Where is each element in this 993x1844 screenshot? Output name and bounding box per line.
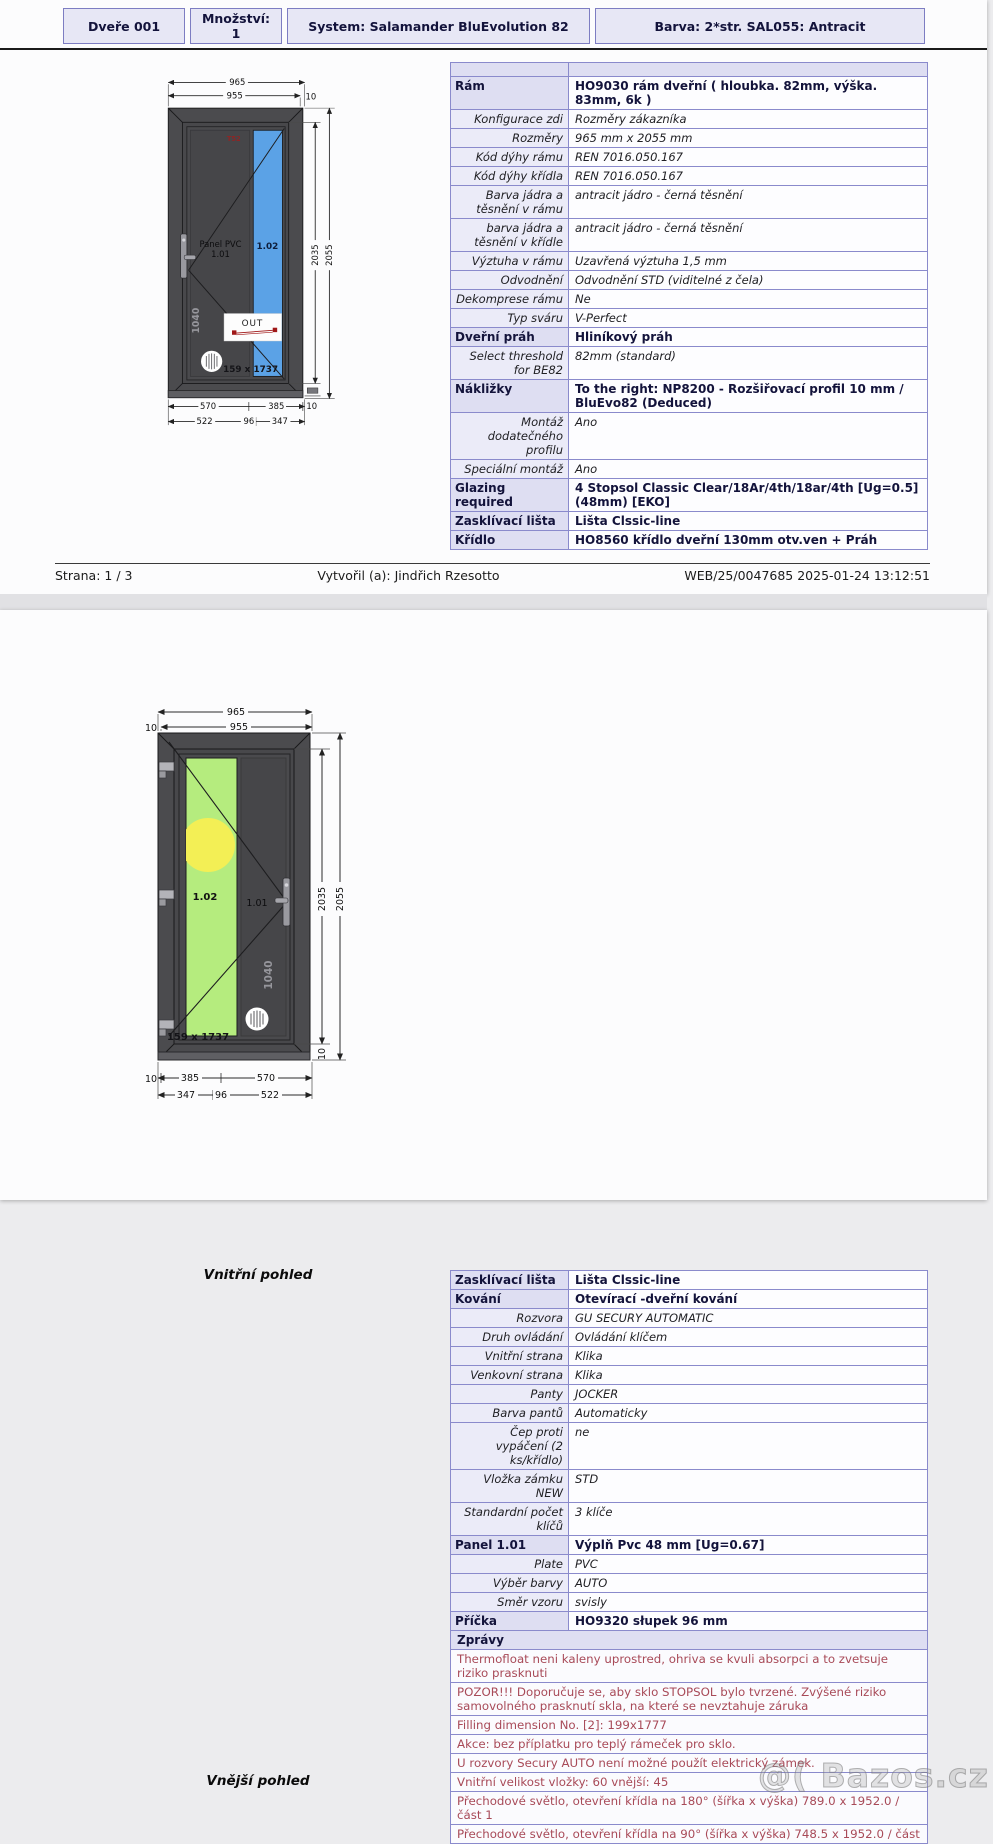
- door-panel: [241, 758, 286, 1036]
- spec-label: Vnitřní strana: [451, 1347, 569, 1365]
- spec-row: [451, 77, 927, 110]
- spec-value: Ne: [569, 290, 927, 308]
- spec-row: [451, 1574, 927, 1593]
- color-label: Barva: 2*str. SAL055: Antracit: [654, 18, 866, 34]
- spec-label: Odvodnění: [451, 271, 569, 289]
- spec-value: 4 Stopsol Classic Clear/18Ar/4th/18ar/4th [Ug=0.5] (48mm) [EKO]: [569, 479, 927, 511]
- spec-value: 3 klíče: [569, 1503, 927, 1535]
- spec-value: svisly: [569, 1593, 927, 1611]
- ventilation-icon: [246, 1008, 269, 1031]
- dim-height-sash: 2035: [317, 886, 328, 912]
- glass-position-label: 1.02: [256, 241, 279, 252]
- spec-row: [451, 1716, 927, 1735]
- quantity-label: Množství:: [201, 11, 271, 26]
- spec-row: [451, 1555, 927, 1574]
- spec-value: 82mm (standard): [569, 347, 927, 379]
- spec-value: Ano: [569, 460, 927, 478]
- spec-row: [451, 512, 927, 531]
- spec-value: V-Perfect: [569, 309, 927, 327]
- spec-label: Dekomprese rámu: [451, 290, 569, 308]
- spec-label: Konfigurace zdi: [451, 110, 569, 128]
- spec-label: Nákližky: [451, 380, 569, 412]
- door-sill: [168, 391, 303, 398]
- spec-label: Příčka: [451, 1612, 569, 1630]
- spec-label: Glazing required: [451, 479, 569, 511]
- ventilation-icon: [201, 351, 222, 372]
- spec-row: [451, 413, 927, 460]
- message-text: Akce: bez příplatku pro teplý rámeček pro sklo.: [451, 1735, 927, 1753]
- spec-label: Rozměry: [451, 129, 569, 147]
- spec-value: Klika: [569, 1366, 927, 1384]
- dim-height-total: 2055: [335, 886, 346, 912]
- spec-label: Montáž dodatečného profilu: [451, 413, 569, 459]
- dim-ext-left: 10: [144, 723, 158, 734]
- message-text: POZOR!!! Doporučuje se, aby sklo STOPSOL bylo tvrzené. Zvýšené riziko samovolného prasknutí skla, na které se nevztahuje záruka: [451, 1683, 927, 1715]
- message-text: Přechodové světlo, otevření křídla na 90° (šířka x výška) 748.5 x 1952.0 / část: [451, 1825, 927, 1843]
- dim-seg-10: 10: [144, 1074, 158, 1085]
- dim-seg-570: 570: [256, 1073, 276, 1084]
- header-system: [287, 8, 590, 44]
- spec-value: Hliníkový práh: [569, 328, 927, 346]
- panel-position-label: 1.01: [211, 248, 230, 259]
- door-drawing-inside: [140, 690, 355, 1105]
- spec-value: Odvodnění STD (viditelné z čela): [569, 271, 927, 289]
- spec-value: antracit jádro - černá těsnění: [569, 219, 927, 251]
- dim-seg-522: 522: [196, 416, 213, 427]
- spec-value: PVC: [569, 1555, 927, 1573]
- spec-label: Speciální montáž: [451, 460, 569, 478]
- dim-seg-347: 347: [271, 416, 288, 427]
- opening-direction-out-icon: [224, 314, 282, 341]
- spec-row: [451, 271, 927, 290]
- spec-value: AUTO: [569, 1574, 927, 1592]
- spec-label: Plate: [451, 1555, 569, 1573]
- message-text: Thermofloat neni kaleny uprostred, ohriva se kvuli absorpci a to zvetsuje riziko prasknuti: [451, 1650, 927, 1682]
- spec-value: STD: [569, 1470, 927, 1502]
- spec-label: Barva jádra a těsnění v rámu: [451, 186, 569, 218]
- spec-label: Zasklívací lišta: [451, 512, 569, 530]
- outer-view-title: Vnější pohled: [206, 1773, 310, 1789]
- spec-row: [451, 290, 927, 309]
- spec-label: Vložka zámku NEW: [451, 1470, 569, 1502]
- message-text: Vnitřní velikost vložky: 60 vnější: 45: [451, 1773, 927, 1791]
- red-marker-label: T52: [226, 134, 241, 143]
- spec-label: Dveřní práh: [451, 328, 569, 346]
- spec-value: Uzavřená výztuha 1,5 mm: [569, 252, 927, 270]
- spec-label: Barva pantů: [451, 1404, 569, 1422]
- footer-author: Vytvořil (a): Jindřich Rzesotto: [317, 568, 500, 583]
- out-label: OUT: [241, 318, 264, 329]
- dim-seg-96: 96: [243, 416, 255, 427]
- dim-width-frame: 955: [226, 90, 243, 101]
- dim-seg-522: 522: [260, 1090, 280, 1101]
- spec-row: [451, 1470, 927, 1503]
- message-text: U rozvory Secury AUTO není možné použít elektrický zámek.: [451, 1754, 927, 1772]
- spec-row: [451, 347, 927, 380]
- spec-label: Výztuha v rámu: [451, 252, 569, 270]
- spec-row: [451, 63, 927, 77]
- spec-label: [451, 63, 569, 76]
- spec-label: Kování: [451, 1290, 569, 1308]
- threshold-symbol-icon: [305, 388, 321, 396]
- message-text: Přechodové světlo, otevření křídla na 180° (šířka x výška) 789.0 x 1952.0 / část 1: [451, 1792, 927, 1824]
- spec-label: Typ sváru: [451, 309, 569, 327]
- dim-threshold-10: 10: [317, 1047, 328, 1061]
- spec-row: [451, 148, 927, 167]
- spec-row: [451, 1735, 927, 1754]
- spec-value: Otevírací -dveřní kování: [569, 1290, 927, 1308]
- dim-seg-347: 347: [176, 1090, 196, 1101]
- spec-value: Automaticky: [569, 1404, 927, 1422]
- order-header: [63, 8, 925, 44]
- product-label: Dveře 001: [87, 18, 161, 34]
- spec-row: [451, 1423, 927, 1470]
- spec-value: Ovládání klíčem: [569, 1328, 927, 1346]
- spec-value: GU SECURY AUTOMATIC: [569, 1309, 927, 1327]
- handle-height-label: 1040: [263, 960, 275, 990]
- spec-value: REN 7016.050.167: [569, 148, 927, 166]
- header-color: [595, 8, 925, 44]
- dim-seg-385: 385: [180, 1073, 200, 1084]
- filling-size-label: 159 x 1737: [223, 364, 279, 375]
- sun-highlight: [181, 818, 235, 872]
- spec-row: [451, 1825, 927, 1843]
- spec-row: [451, 460, 927, 479]
- footer-page-number: Strana: 1 / 3: [55, 568, 133, 583]
- dim-width-total: 965: [229, 77, 246, 88]
- spec-value: Lišta Clssic-line: [569, 512, 927, 530]
- spec-row: [451, 1309, 927, 1328]
- dim-height-sash: 2035: [309, 244, 320, 266]
- spec-table-frame: [450, 62, 928, 550]
- spec-row: [451, 1271, 927, 1290]
- dim-height-total: 2055: [324, 244, 335, 266]
- spec-label: Panel 1.01: [451, 1536, 569, 1554]
- spec-value: Klika: [569, 1347, 927, 1365]
- dim-seg-96: 96: [214, 1090, 228, 1101]
- footer-reference: WEB/25/0047685 2025-01-24 13:12:51: [684, 568, 930, 583]
- header-product: [63, 8, 185, 44]
- spec-row: [451, 186, 927, 219]
- spec-value: HO9030 rám dveřní ( hloubka. 82mm, výška. 83mm, 6k ): [569, 77, 927, 109]
- system-label: System: Salamander BluEvolution 82: [308, 18, 569, 34]
- page-footer: [55, 568, 930, 583]
- panel-position-label: 1.01: [246, 898, 268, 909]
- spec-value: 965 mm x 2055 mm: [569, 129, 927, 147]
- spec-label: Výběr barvy: [451, 1574, 569, 1592]
- spec-label: Druh ovládání: [451, 1328, 569, 1346]
- footer-divider: [55, 563, 930, 564]
- spec-row: [451, 1366, 927, 1385]
- spec-label: Zasklívací lišta: [451, 1271, 569, 1289]
- door-drawing-outside: [145, 55, 350, 480]
- spec-row: [451, 531, 927, 549]
- dim-width-frame: 955: [229, 722, 249, 733]
- header-divider: [0, 48, 987, 50]
- spec-label: Venkovní strana: [451, 1366, 569, 1384]
- spec-label: Standardní počet klíčů: [451, 1503, 569, 1535]
- filling-size-label: 159 x 1737: [166, 1032, 230, 1043]
- spec-label: Směr vzoru: [451, 1593, 569, 1611]
- spec-row: [451, 1612, 927, 1631]
- spec-row: [451, 328, 927, 347]
- spec-row: [451, 1593, 927, 1612]
- spec-row: [451, 1536, 927, 1555]
- dim-width-total: 965: [226, 707, 246, 718]
- spec-row: [451, 129, 927, 148]
- table-section-header: Zprávy: [451, 1631, 927, 1649]
- page-1: [0, 0, 987, 594]
- spec-value: HO9320 słupek 96 mm: [569, 1612, 927, 1630]
- spec-row: [451, 1385, 927, 1404]
- spec-row: [451, 110, 927, 129]
- spec-row: [451, 479, 927, 512]
- quantity-value: 1: [231, 26, 241, 41]
- spec-row: [451, 1404, 927, 1423]
- spec-value: To the right: NP8200 - Rozšiřovací profil 10 mm / BluEvo82 (Deduced): [569, 380, 927, 412]
- door-sill: [158, 1052, 310, 1060]
- spec-value: ne: [569, 1423, 927, 1469]
- spec-row: [451, 1503, 927, 1536]
- spec-label: Panty: [451, 1385, 569, 1403]
- spec-value: antracit jádro - černá těsnění: [569, 186, 927, 218]
- dim-seg-570: 570: [200, 401, 217, 412]
- spec-label: Rám: [451, 77, 569, 109]
- bazos-watermark: @( Bazos.cz: [758, 1756, 989, 1795]
- spec-value: Ano: [569, 413, 927, 459]
- inner-view-title: Vnitřní pohled: [203, 1267, 313, 1283]
- spec-row: [451, 1328, 927, 1347]
- spec-value: Lišta Clssic-line: [569, 1271, 927, 1289]
- panel-material-label: Panel PVC: [199, 239, 242, 250]
- spec-row: [451, 380, 927, 413]
- spec-label: Čep proti vypáčení (2 ks/křídlo): [451, 1423, 569, 1469]
- page-gap: [0, 594, 987, 610]
- spec-row: [451, 1347, 927, 1366]
- spec-row: [451, 1290, 927, 1309]
- glass-position-label: 1.02: [192, 892, 218, 903]
- header-quantity: [190, 8, 282, 44]
- spec-row: [451, 1792, 927, 1825]
- spec-row: [451, 1683, 927, 1716]
- spec-row: [451, 309, 927, 328]
- spec-label: barva jádra a těsnění v křídle: [451, 219, 569, 251]
- dim-seg-10: 10: [306, 401, 318, 412]
- spec-label: Rozvora: [451, 1309, 569, 1327]
- spec-value: Výplň Pvc 48 mm [Ug=0.67]: [569, 1536, 927, 1554]
- spec-row: [451, 167, 927, 186]
- spec-label: Kód dýhy rámu: [451, 148, 569, 166]
- spec-value: [569, 63, 927, 76]
- message-text: Filling dimension No. [2]: 199x1777: [451, 1716, 927, 1734]
- spec-value: JOCKER: [569, 1385, 927, 1403]
- spec-row: [451, 1650, 927, 1683]
- spec-row: [451, 219, 927, 252]
- spec-row: [451, 1631, 927, 1650]
- spec-value: HO8560 křídlo dveřní 130mm otv.ven + Práh: [569, 531, 927, 549]
- dim-seg-385: 385: [268, 401, 285, 412]
- handle-height-label: 1040: [191, 307, 203, 334]
- spec-value: Rozměry zákazníka: [569, 110, 927, 128]
- spec-row: [451, 252, 927, 271]
- spec-label: Select threshold for BE82: [451, 347, 569, 379]
- dim-ext-right: 10: [305, 91, 317, 102]
- spec-label: Křídlo: [451, 531, 569, 549]
- spec-label: Kód dýhy křídla: [451, 167, 569, 185]
- spec-value: REN 7016.050.167: [569, 167, 927, 185]
